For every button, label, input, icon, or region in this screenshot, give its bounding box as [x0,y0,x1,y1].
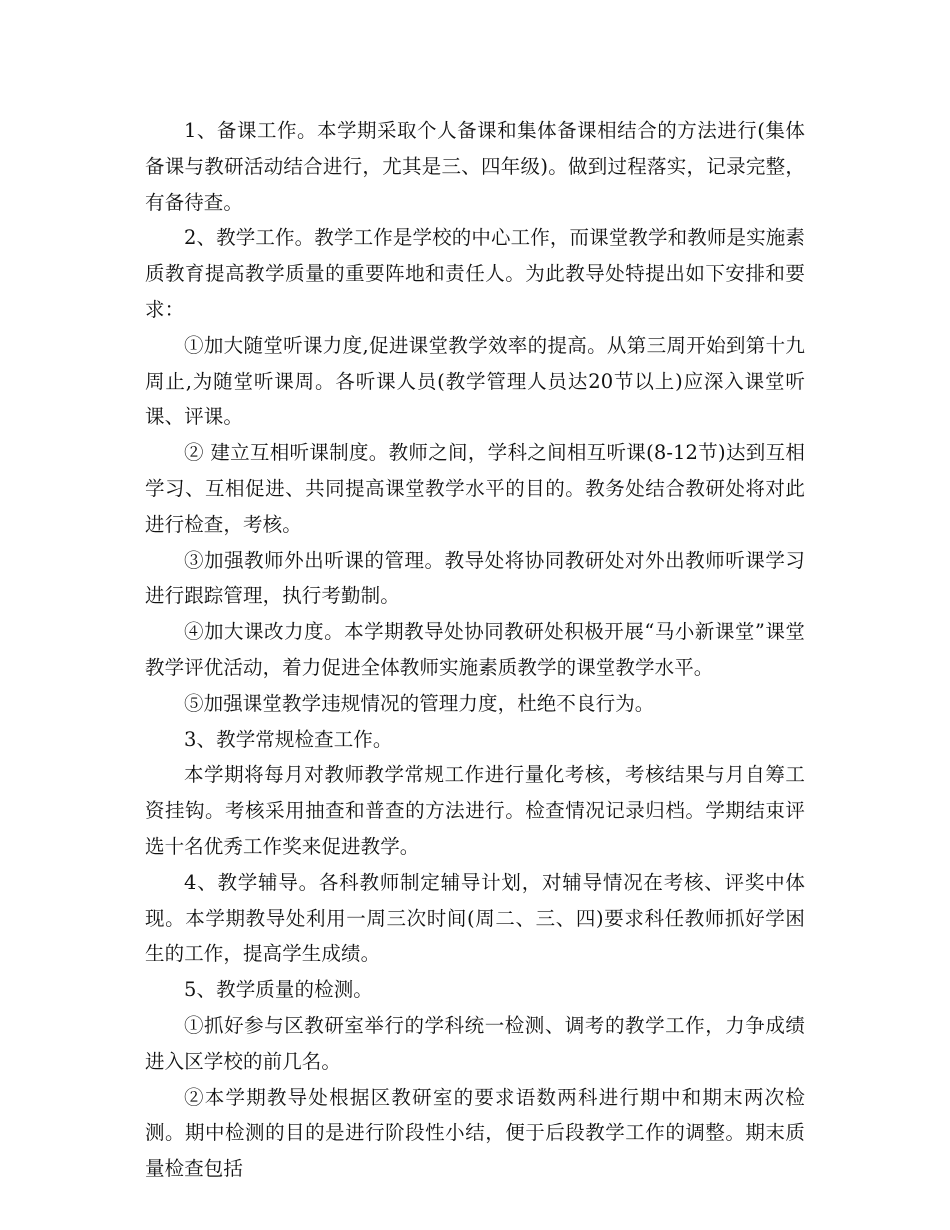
paragraph-mutual-observation: ② 建立互相听课制度。教师之间，学科之间相互听课(8-12节)达到互相学习、互相促进、共同提高课堂教学水平的目的。教务处结合教研处将对此进行检查，考核。 [145,441,805,536]
paragraph-routine-inspection-heading: 3、教学常规检查工作。 [184,727,393,751]
paragraph-curriculum-reform: ④加大课改力度。本学期教导处协同教研处积极开展“马小新课堂”课堂教学评优活动，着力促进全体教师实施素质教学的课堂教学水平。 [145,620,805,679]
paragraph-midterm-final-testing: ②本学期教导处根据区教研室的要求语数两科进行期中和期末两次检测。期中检测的目的是进行阶段性小结，便于后段教学工作的调整。期末质量检查包括 [145,1085,805,1181]
paragraph-violation-management: ⑤加强课堂教学违规情况的管理力度，杜绝不良行为。 [184,691,655,715]
paragraph-tutoring: 4、教学辅导。各科教师制定辅导计划，对辅导情况在考核、评奖中体现。本学期教导处利用一周三次时间(周二、三、四)要求科任教师抓好学困生的工作，提高学生成绩。 [145,870,805,966]
paragraph-district-testing: ①抓好参与区教研室举行的学科统一检测、调考的教学工作，力争成绩进入区学校的前几名。 [145,1013,805,1073]
paragraph-quality-testing-heading: 5、教学质量的检测。 [184,978,373,1002]
paragraph-teaching-work: 2、教学工作。教学工作是学校的中心工作，而课堂教学和教师是实施素质教育提高教学质量的重要阵地和责任人。为此教导处特提出如下安排和要求： [145,226,805,321]
paragraph-lesson-preparation: 1、备课工作。本学期采取个人备课和集体备课相结合的方法进行(集体备课与教研活动结合进行，尤其是三、四年级)。做到过程落实，记录完整，有备待查。 [145,119,805,214]
paragraph-class-observation: ①加大随堂听课力度,促进课堂教学效率的提高。从第三周开始到第十九周止,为随堂听课周。各听课人员(教学管理人员达20节以上)应深入课堂听课、评课。 [145,333,805,429]
paragraph-external-observation: ③加强教师外出听课的管理。教导处将协同教研处对外出教师听课学习进行跟踪管理，执行考勤制。 [145,548,805,608]
paragraph-routine-inspection: 本学期将每月对教师教学常规工作进行量化考核，考核结果与月自筹工资挂钩。考核采用抽查和普查的方法进行。检查情况记录归档。学期结束评选十名优秀工作奖来促进教学。 [145,763,805,858]
document-body [145,113,805,1187]
